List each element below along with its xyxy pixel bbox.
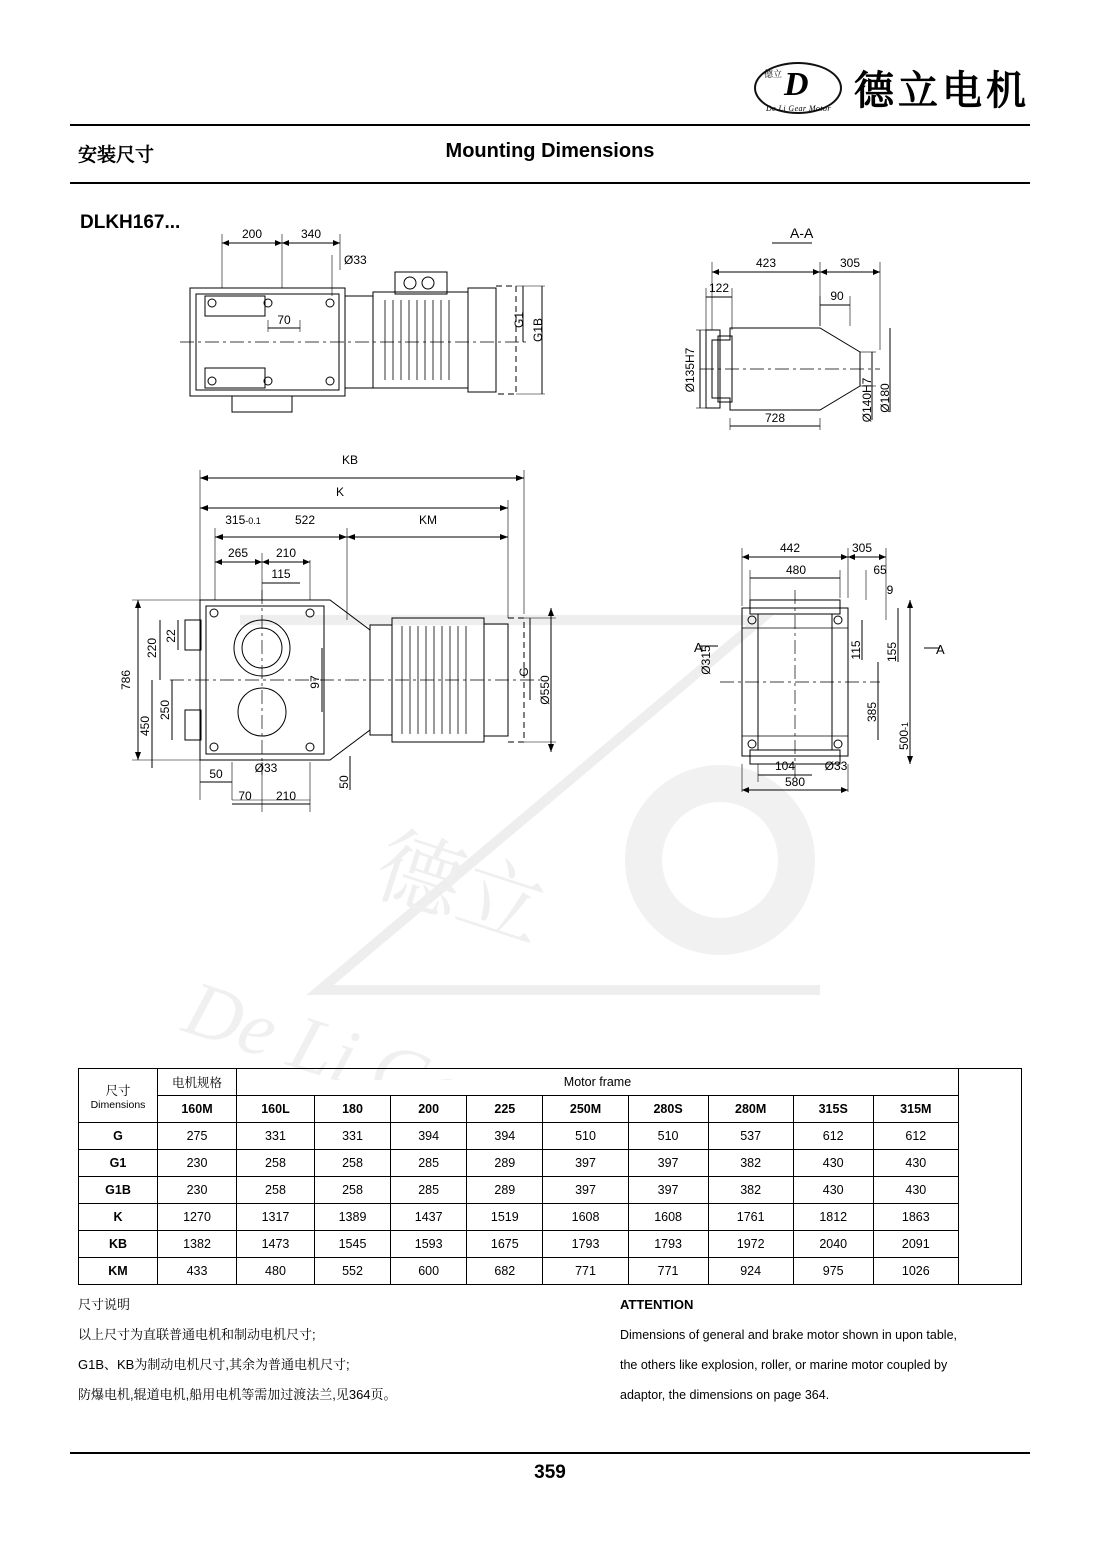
dim-70-front: 70 bbox=[238, 789, 252, 803]
cell: 397 bbox=[628, 1177, 708, 1204]
dim-340: 340 bbox=[300, 227, 322, 241]
cell: 1389 bbox=[314, 1204, 390, 1231]
cell: 1545 bbox=[314, 1231, 390, 1258]
dim-50-left: 50 bbox=[209, 767, 223, 781]
cell: 285 bbox=[391, 1177, 467, 1204]
cell: 289 bbox=[467, 1177, 543, 1204]
cell: 397 bbox=[543, 1150, 628, 1177]
dim-97: 97 bbox=[308, 675, 322, 689]
dim-550: Ø550 bbox=[538, 675, 552, 705]
dim-180: Ø180 bbox=[878, 383, 892, 413]
cell: 771 bbox=[628, 1258, 708, 1285]
cell: 394 bbox=[391, 1123, 467, 1150]
cell: 1519 bbox=[467, 1204, 543, 1231]
cell: 682 bbox=[467, 1258, 543, 1285]
row-label-G1: G1 bbox=[79, 1150, 158, 1177]
table-row bbox=[79, 1123, 1022, 1150]
logo-cn-small: 德立 bbox=[764, 69, 783, 79]
dim-d33-side: Ø33 bbox=[824, 759, 848, 773]
dim-786: 786 bbox=[119, 669, 133, 691]
frame-200: 200 bbox=[391, 1096, 467, 1123]
dim-50-right: 50 bbox=[337, 775, 351, 789]
table-row bbox=[79, 1231, 1022, 1258]
cell: 1793 bbox=[628, 1231, 708, 1258]
notes-en-line-1: Dimensions of general and brake motor shown in upon table, bbox=[620, 1328, 958, 1342]
frame-280M: 280M bbox=[708, 1096, 793, 1123]
cell: 397 bbox=[628, 1150, 708, 1177]
dim-d33-top: Ø33 bbox=[344, 253, 367, 267]
cell: 258 bbox=[314, 1150, 390, 1177]
table-group-cn: 电机规格 bbox=[158, 1069, 237, 1096]
dim-9: 9 bbox=[886, 583, 894, 597]
row-label-G1B: G1B bbox=[79, 1177, 158, 1204]
cell: 612 bbox=[873, 1123, 958, 1150]
logo-letter: D bbox=[784, 66, 809, 103]
dim-480: 480 bbox=[785, 563, 807, 577]
cell: 430 bbox=[793, 1177, 873, 1204]
notes-chinese bbox=[78, 1290, 397, 1410]
cell: 552 bbox=[314, 1258, 390, 1285]
dim-442: 442 bbox=[779, 541, 801, 555]
cell: 1675 bbox=[467, 1231, 543, 1258]
cell: 331 bbox=[314, 1123, 390, 1150]
cell: 1812 bbox=[793, 1204, 873, 1231]
row-label-K: K bbox=[79, 1204, 158, 1231]
dim-KM: KM bbox=[419, 513, 437, 527]
notes-en-line-2: the others like explosion, roller, or marine motor coupled by bbox=[620, 1358, 948, 1372]
dim-450: 450 bbox=[138, 715, 152, 737]
cell: 1863 bbox=[873, 1204, 958, 1231]
frame-225: 225 bbox=[467, 1096, 543, 1123]
dim-155: 155 bbox=[885, 641, 899, 663]
cell: 430 bbox=[793, 1150, 873, 1177]
footer-divider bbox=[70, 1452, 1030, 1454]
dim-200: 200 bbox=[241, 227, 263, 241]
notes-cn-line-2: G1B、KB为制动电机尺寸,其余为普通电机尺寸; bbox=[78, 1357, 350, 1372]
frame-160M: 160M bbox=[158, 1096, 237, 1123]
table-corner-cn: 尺寸 bbox=[105, 1083, 131, 1098]
dim-122: 122 bbox=[708, 281, 730, 295]
section-marker-left: A bbox=[694, 640, 703, 655]
dim-140H7: Ø140H7 bbox=[860, 377, 874, 423]
cell: 1593 bbox=[391, 1231, 467, 1258]
dimensions-table bbox=[78, 1068, 1022, 1285]
notes-english bbox=[620, 1290, 1040, 1410]
cell: 1473 bbox=[237, 1231, 315, 1258]
page-title-en: Mounting Dimensions bbox=[445, 140, 655, 162]
cell: 430 bbox=[873, 1177, 958, 1204]
table-row bbox=[79, 1258, 1022, 1285]
dim-G: G bbox=[517, 667, 531, 677]
dim-305-side: 305 bbox=[851, 541, 873, 555]
cell: 600 bbox=[391, 1258, 467, 1285]
table-row bbox=[79, 1177, 1022, 1204]
notes-cn-title: 尺寸说明 bbox=[78, 1297, 131, 1312]
dim-210-bottom: 210 bbox=[275, 789, 297, 803]
dim-728: 728 bbox=[764, 411, 786, 425]
cell: 258 bbox=[314, 1177, 390, 1204]
dim-90: 90 bbox=[830, 289, 844, 303]
notes-en-line-3: adaptor, the dimensions on page 364. bbox=[620, 1388, 830, 1402]
cell: 331 bbox=[237, 1123, 315, 1150]
cell: 1026 bbox=[873, 1258, 958, 1285]
cell: 480 bbox=[237, 1258, 315, 1285]
dim-315-side: Ø315 bbox=[699, 645, 713, 675]
cell: 1317 bbox=[237, 1204, 315, 1231]
logo-sub-text: De Li Gear Motor bbox=[766, 104, 831, 113]
dim-315: 315-0.1 bbox=[225, 513, 261, 527]
cell: 1972 bbox=[708, 1231, 793, 1258]
cell: 510 bbox=[543, 1123, 628, 1150]
dim-220: 220 bbox=[145, 637, 159, 659]
model-label: DLKH167... bbox=[80, 212, 181, 233]
cell: 382 bbox=[708, 1150, 793, 1177]
cell: 382 bbox=[708, 1177, 793, 1204]
dim-65: 65 bbox=[873, 563, 887, 577]
row-label-G: G bbox=[79, 1123, 158, 1150]
frame-160L: 160L bbox=[237, 1096, 315, 1123]
page-title-cn: 安装尺寸 bbox=[78, 145, 155, 166]
frame-315S: 315S bbox=[793, 1096, 873, 1123]
table-header-row-1 bbox=[79, 1069, 1022, 1096]
dim-22: 22 bbox=[164, 629, 178, 643]
dim-104: 104 bbox=[774, 759, 796, 773]
cell: 537 bbox=[708, 1123, 793, 1150]
table-group-en: Motor frame bbox=[237, 1069, 959, 1096]
dim-305-aa: 305 bbox=[839, 256, 861, 270]
page-number: 359 bbox=[534, 1462, 566, 1483]
dim-423: 423 bbox=[755, 256, 777, 270]
dim-d33-front: Ø33 bbox=[254, 761, 278, 775]
table-row bbox=[79, 1204, 1022, 1231]
cell: 1761 bbox=[708, 1204, 793, 1231]
cell: 1793 bbox=[543, 1231, 628, 1258]
dim-500: 500-1 bbox=[897, 721, 911, 751]
cell: 924 bbox=[708, 1258, 793, 1285]
cell: 258 bbox=[237, 1177, 315, 1204]
dim-K: K bbox=[335, 485, 345, 499]
notes-cn-line-3: 防爆电机,辊道电机,船用电机等需加过渡法兰,见364页。 bbox=[78, 1387, 397, 1402]
cell: 430 bbox=[873, 1150, 958, 1177]
cell: 1270 bbox=[158, 1204, 237, 1231]
notes-cn-line-1: 以上尺寸为直联普通电机和制动电机尺寸; bbox=[78, 1327, 316, 1342]
table-row bbox=[79, 1150, 1022, 1177]
cell: 397 bbox=[543, 1177, 628, 1204]
dim-210-front: 210 bbox=[275, 546, 297, 560]
brand-name: 德立电机 bbox=[854, 68, 1030, 113]
cell: 433 bbox=[158, 1258, 237, 1285]
frame-315M: 315M bbox=[873, 1096, 958, 1123]
table-corner-en: Dimensions bbox=[90, 1098, 146, 1111]
cell: 258 bbox=[237, 1150, 315, 1177]
frame-280S: 280S bbox=[628, 1096, 708, 1123]
frame-250M: 250M bbox=[543, 1096, 628, 1123]
cell: 285 bbox=[391, 1150, 467, 1177]
dim-265: 265 bbox=[227, 546, 249, 560]
cell: 1608 bbox=[543, 1204, 628, 1231]
cell: 1382 bbox=[158, 1231, 237, 1258]
cell: 289 bbox=[467, 1150, 543, 1177]
dim-115-side: 115 bbox=[849, 640, 863, 660]
cell: 510 bbox=[628, 1123, 708, 1150]
dim-G1B: G1B bbox=[531, 317, 545, 343]
table-spare-col bbox=[959, 1069, 1022, 1285]
section-marker-right: A bbox=[936, 642, 945, 657]
table-header-row-2 bbox=[79, 1096, 1022, 1123]
cell: 975 bbox=[793, 1258, 873, 1285]
cell: 771 bbox=[543, 1258, 628, 1285]
cell: 612 bbox=[793, 1123, 873, 1150]
dim-G1: G1 bbox=[512, 311, 526, 329]
dim-70-top: 70 bbox=[277, 313, 291, 327]
cell: 275 bbox=[158, 1123, 237, 1150]
cell: 394 bbox=[467, 1123, 543, 1150]
frame-180: 180 bbox=[314, 1096, 390, 1123]
dim-135H7: Ø135H7 bbox=[683, 347, 697, 393]
row-label-KB: KB bbox=[79, 1231, 158, 1258]
cell: 1608 bbox=[628, 1204, 708, 1231]
dim-385: 385 bbox=[865, 701, 879, 723]
row-label-KM: KM bbox=[79, 1258, 158, 1285]
cell: 230 bbox=[158, 1150, 237, 1177]
dim-KB: KB bbox=[341, 453, 359, 467]
dim-115: 115 bbox=[271, 567, 291, 581]
cell: 230 bbox=[158, 1177, 237, 1204]
cell: 2091 bbox=[873, 1231, 958, 1258]
dim-250: 250 bbox=[158, 699, 172, 721]
cell: 2040 bbox=[793, 1231, 873, 1258]
svg-text:德立: 德立 bbox=[364, 816, 558, 962]
section-label: A-A bbox=[790, 225, 814, 241]
cell: 1437 bbox=[391, 1204, 467, 1231]
notes-en-title: ATTENTION bbox=[620, 1297, 694, 1312]
dim-580: 580 bbox=[784, 775, 806, 789]
dim-522: 522 bbox=[294, 513, 316, 527]
